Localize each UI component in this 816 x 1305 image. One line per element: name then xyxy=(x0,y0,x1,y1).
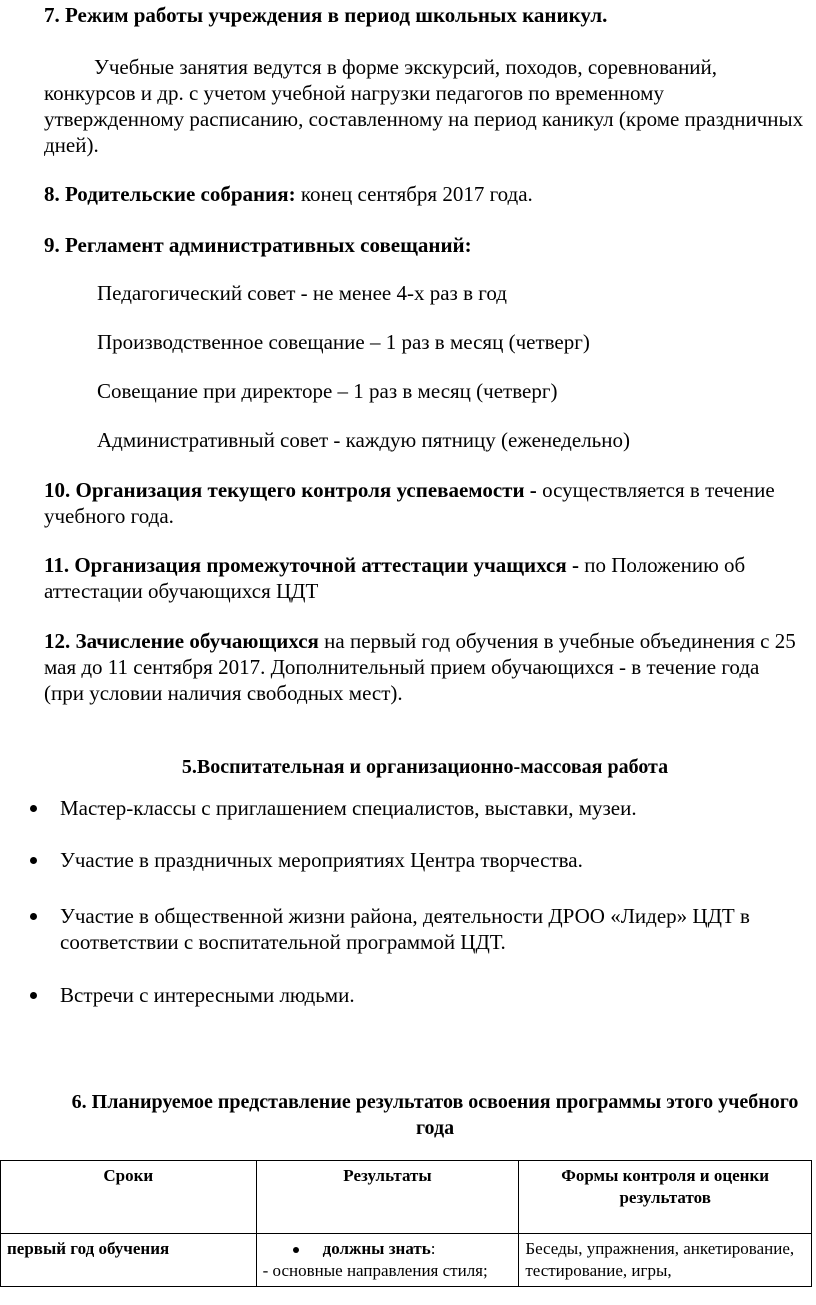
section-11-label: 11. Организация промежуточной аттестации учащихся - xyxy=(44,553,579,577)
list-item-text: Участие в праздничных мероприятиях Центра творчества. xyxy=(60,848,583,872)
header-cell-forms: Формы контроля и оценки результатов xyxy=(519,1161,812,1234)
bullet-icon xyxy=(30,857,37,864)
result-cell xyxy=(256,1234,519,1287)
list-item-text: Мастер-классы с приглашением специалистов, выставки, музеи. xyxy=(60,796,637,820)
list-item-text: Участие в общественной жизни района, деятельности ДРОО «Лидер» ЦДТ в соответствии с воспитательной программой ЦДТ. xyxy=(60,904,750,954)
section-12-label: 12. Зачисление обучающихся xyxy=(44,629,319,653)
section-11-text: по Положению об аттестации обучающихся ЦДТ xyxy=(44,553,746,603)
meeting-item: Административный совет - каждую пятницу (еженедельно) xyxy=(97,428,630,452)
table-row xyxy=(1,1234,812,1287)
result-colon: : xyxy=(430,1239,436,1258)
section-9-heading: 9. Регламент административных совещаний: xyxy=(44,233,472,257)
section-10-label: 10. Организация текущего контроля успеваемости - xyxy=(44,478,537,502)
header-cell-terms: Сроки xyxy=(1,1161,257,1234)
meeting-item: Педагогический совет - не менее 4-х раз в год xyxy=(97,281,507,305)
section-12 xyxy=(44,628,804,706)
list-item xyxy=(30,795,810,821)
section-6-title: 6. Планируемое представление результатов освоения программы этого учебного года xyxy=(71,1091,799,1139)
section-8-text: конец сентября 2017 года. xyxy=(295,182,533,206)
section-7-heading: 7. Режим работы учреждения в период школьных каникул. xyxy=(44,3,608,27)
section-12-text: на первый год обучения в учебные объединения с 25 мая до 11 сентября 2017. Дополнительный прием обучающихся - в течение года (при условии наличия свободных мест). xyxy=(44,629,796,705)
section-10-text: осуществляется в течение учебного года. xyxy=(44,478,775,528)
section-8 xyxy=(44,181,804,207)
term-cell: первый год обучения xyxy=(1,1234,257,1287)
meeting-item: Совещание при директоре – 1 раз в месяц (четверг) xyxy=(97,379,558,403)
list-item xyxy=(30,982,810,1008)
bullet-icon xyxy=(293,1247,299,1253)
result-label: должны знать xyxy=(322,1239,431,1258)
section-7-text: Учебные занятия ведутся в форме экскурсий, походов, соревнований, конкурсов и др. с учетом учебной нагрузки педагогов по временному утвержденному расписанию, составленному на период каникул (кроме праздничных дней). xyxy=(44,55,804,157)
table-header-row xyxy=(1,1161,812,1234)
results-table xyxy=(0,1160,812,1287)
header-cell-results: Результаты xyxy=(256,1161,519,1234)
bullet-icon xyxy=(30,805,37,812)
forms-cell: Беседы, упражнения, анкетирование, тестирование, игры, xyxy=(519,1234,812,1287)
result-text: - основные направления стиля; xyxy=(262,1261,488,1280)
list-item-text: Встречи с интересными людьми. xyxy=(60,983,355,1007)
section-5-title: 5.Воспитательная и организационно-массовая работа xyxy=(181,756,669,778)
list-item xyxy=(30,903,810,955)
section-11 xyxy=(44,552,804,604)
bullet-icon xyxy=(30,992,37,999)
bullet-icon xyxy=(30,913,37,920)
meeting-item: Производственное совещание – 1 раз в месяц (четверг) xyxy=(97,330,590,354)
section-10 xyxy=(44,477,804,529)
section-8-label: 8. Родительские собрания: xyxy=(44,182,296,206)
list-item xyxy=(30,847,810,873)
